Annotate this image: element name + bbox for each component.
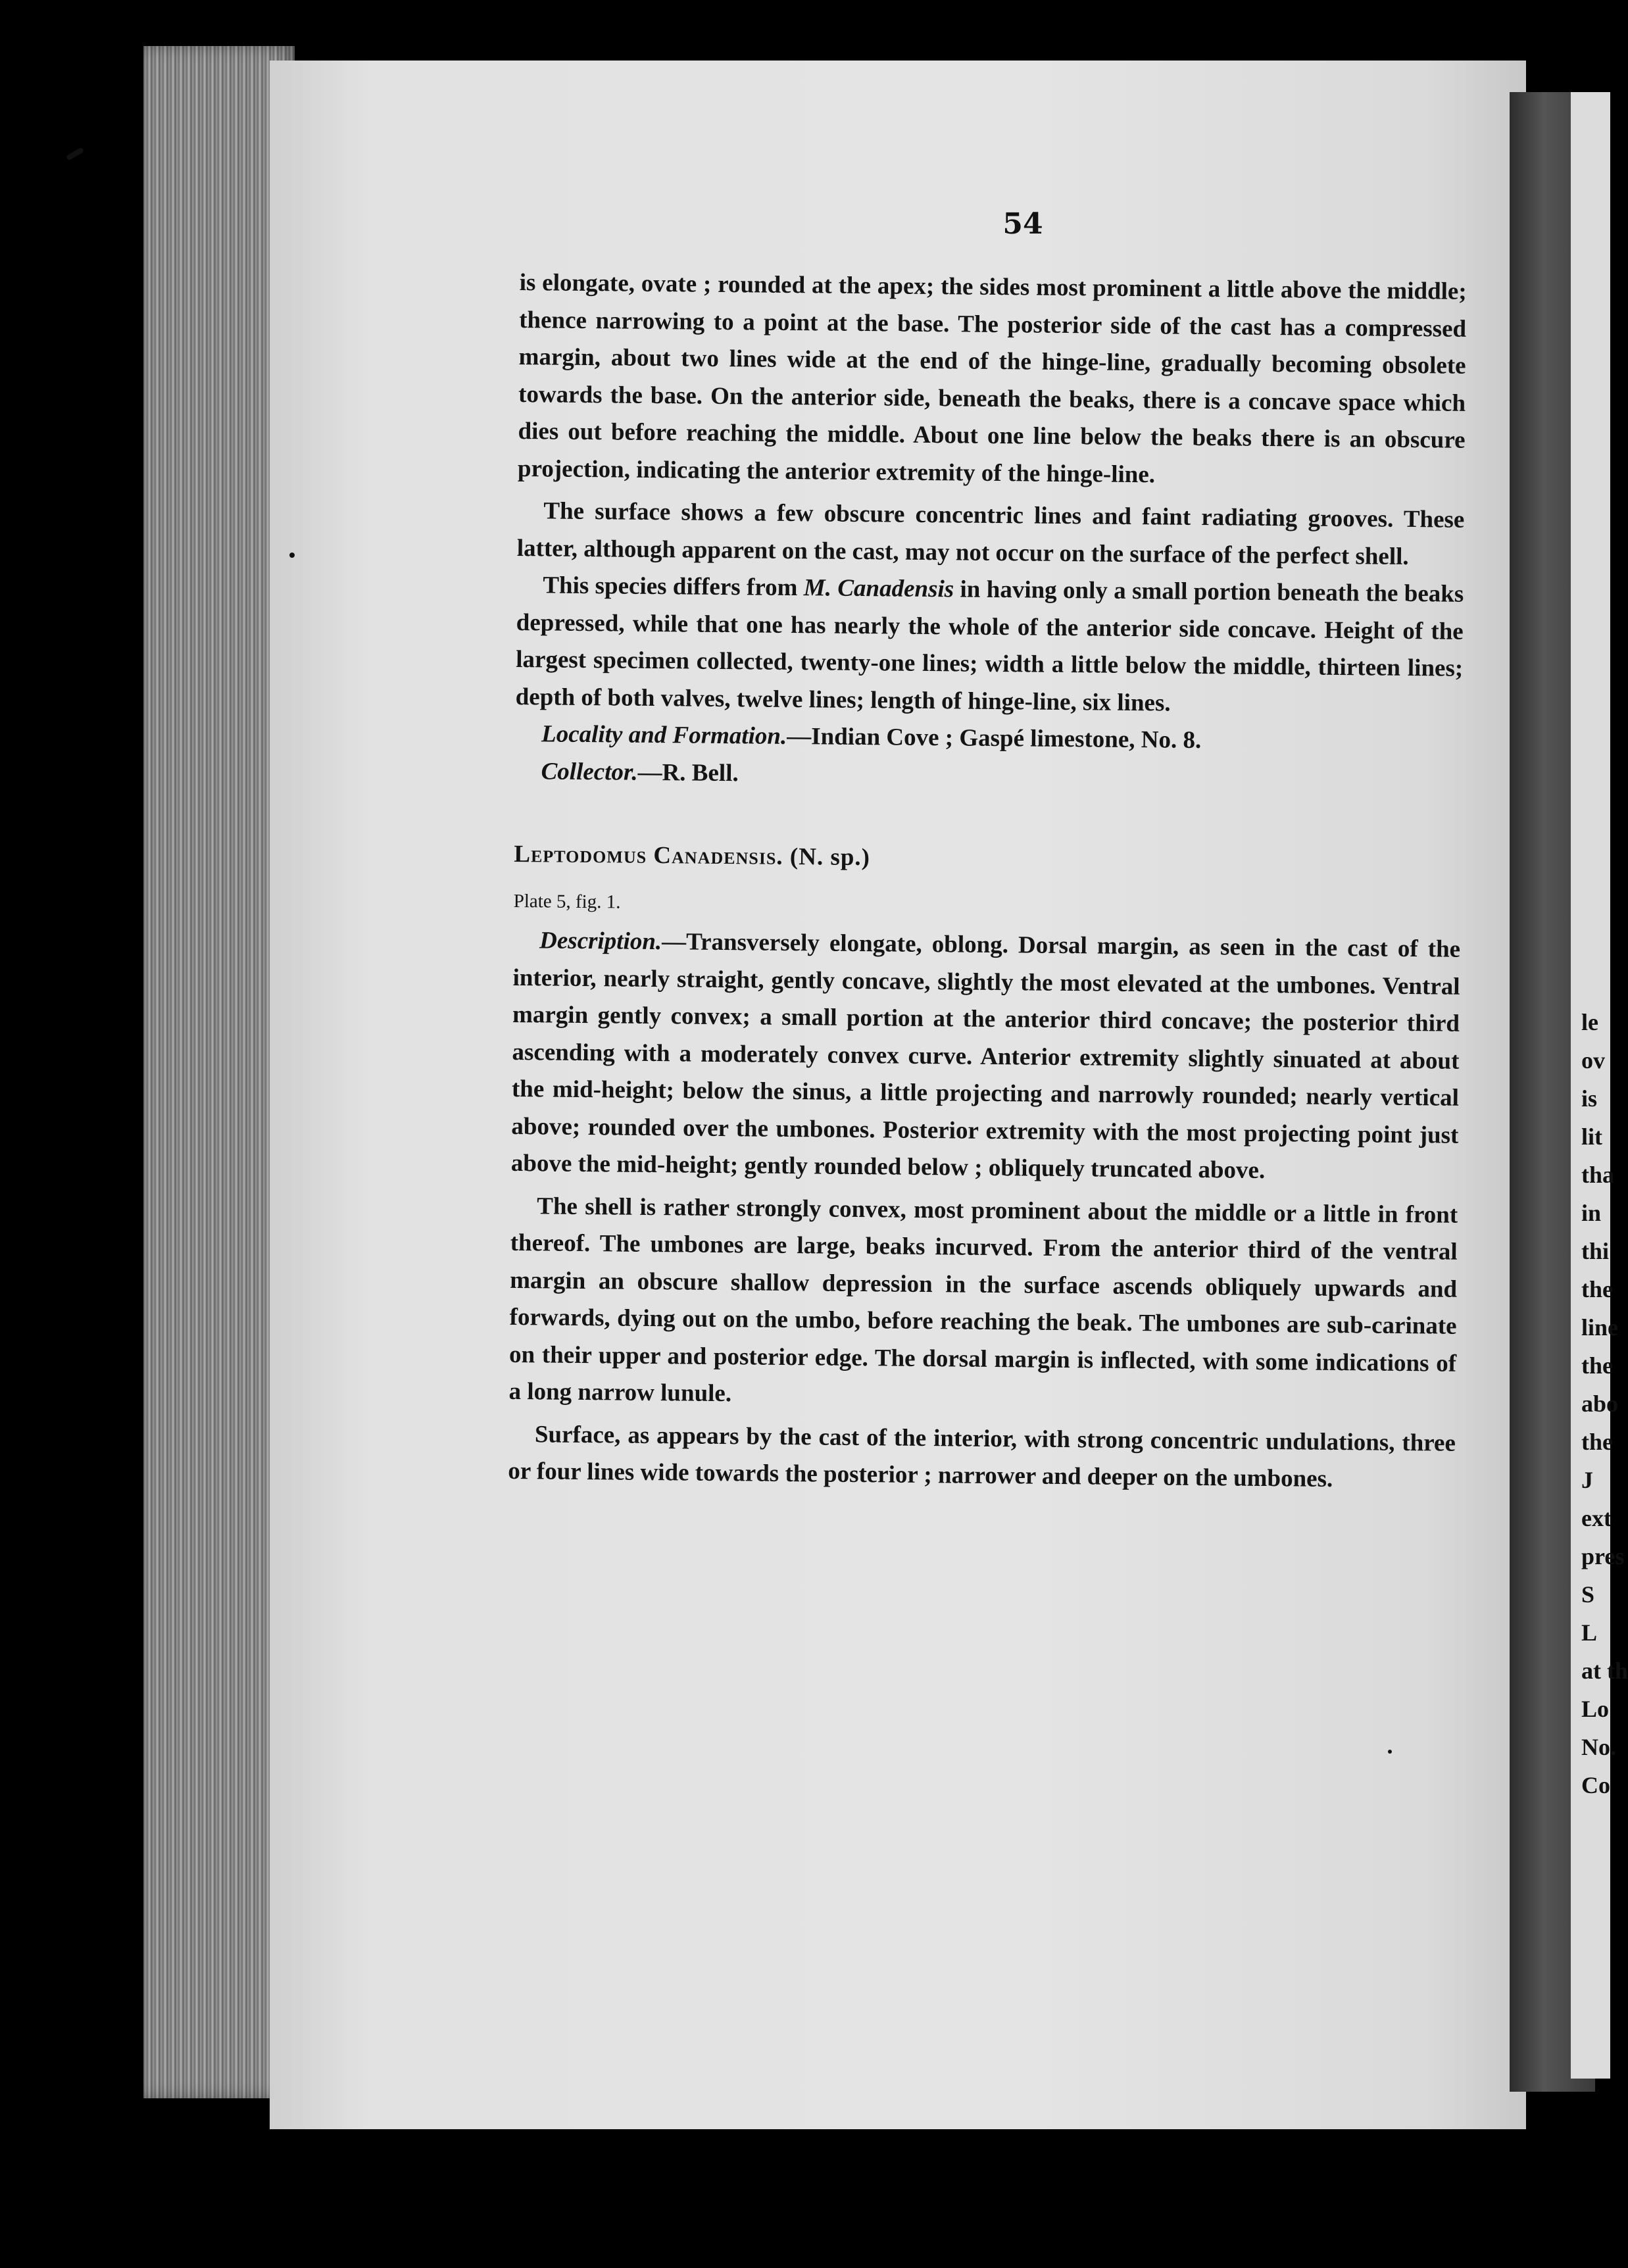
facing-fragment: tha	[1581, 1162, 1615, 1188]
facing-fragment: S	[1581, 1581, 1595, 1608]
page-number: 54	[1002, 207, 1043, 241]
facing-page-text	[1581, 1003, 1628, 1804]
scan-speck	[289, 553, 295, 558]
facing-fragment: ov	[1581, 1047, 1605, 1073]
facing-fragment: L	[1581, 1619, 1598, 1646]
collector-label: Collector.	[541, 757, 638, 786]
collector-line: Collector.—R. Bell.	[541, 757, 739, 787]
facing-fragment: line	[1581, 1314, 1619, 1341]
paragraph-shell: The shell is rather strongly convex, most prominent about the middle or a little in front thereof. The umbones are large, beaks incurved. From the anterior third of the ventral margin an obscure shallow depression in the surface ascends obliquely upwards and forwards, dying out on the umbo, before reaching the beak. The umbones are sub-carinate on their upper and posterior edge. The dorsal margin is inflected, with some indications of a long narrow lunule.	[508, 1192, 1458, 1408]
facing-fragment: the	[1581, 1429, 1613, 1455]
paragraph-comparison: This species differs from M. Canadensis in having only a small portion beneath the beaks depressed, while that one has nearly the whole of the anterior side concave. Height of the largest specimen collected, twenty-one lines; width a little below the middle, thirteen lines; depth of both valves, twelve lines; length of hinge-line, six lines.	[515, 572, 1464, 717]
species-heading: Leptodomus Canadensis. (N. sp.)	[514, 840, 871, 872]
locality-label: Locality and Formation.	[541, 720, 787, 750]
facing-fragment: lit	[1581, 1123, 1602, 1150]
page-body	[508, 264, 1467, 1499]
species-reference: M. Canadensis	[803, 574, 954, 603]
facing-fragment: abo	[1581, 1391, 1619, 1417]
facing-fragment: the	[1581, 1352, 1613, 1379]
paragraph-description: Description.—Transversely elongate, oblong. Dorsal margin, as seen in the cast of the interior, nearly straight, gently concave, slightly the most elevated at the umbones. Ventral margin gently convex; a small portion at the anterior third concave; the posterior third ascending with a moderately convex curve. Anterior extremity slightly sinuated at about the mid-height; below the sinus, a little projecting and narrowly rounded; nearly vertical above; rounded over the umbones. Posterior extremity with the most projecting point just above the mid-height; gently rounded below ; obliquely truncated above.	[510, 927, 1461, 1184]
facing-fragment: J	[1581, 1467, 1593, 1493]
facing-fragment: thi	[1581, 1238, 1610, 1264]
facing-fragment: pres	[1581, 1543, 1625, 1569]
paragraph-continuation: is elongate, ovate ; rounded at the apex; the sides most prominent a little above the middle; thence narrowing to a point at the base. The posterior side of the cast has a compressed margin, about two lines wide at the end of the hinge-line, gradually becoming obsolete towards the base. On the anterior side, beneath the beaks, there is a concave space which dies out before reaching the middle. About one line below the beaks there is an obscure projection, indicating the anterior extremity of the hinge-line.	[517, 268, 1467, 488]
paragraph-surface-cast: Surface, as appears by the cast of the interior, with strong concentric undulations, three or four lines wide towards the posterior ; narrower and deeper on the umbones.	[508, 1420, 1456, 1492]
facing-fragment: Co	[1581, 1772, 1610, 1798]
facing-fragment: ext	[1581, 1505, 1612, 1531]
facing-fragment: Lo	[1581, 1696, 1610, 1722]
plate-reference: Plate 5, fig. 1.	[513, 890, 621, 913]
locality-line: Locality and Formation.—Indian Cove ; Gaspé limestone, No. 8.	[541, 720, 1202, 754]
paragraph-surface: The surface shows a few obscure concentric lines and faint radiating grooves. These latter, although apparent on the cast, may not occur on the surface of the perfect shell.	[516, 497, 1465, 570]
facing-fragment: No.	[1581, 1734, 1616, 1760]
facing-fragment: the	[1581, 1276, 1613, 1302]
facing-fragment: le	[1581, 1009, 1598, 1035]
description-label: Description.	[539, 927, 662, 956]
facing-fragment: in	[1581, 1200, 1602, 1226]
facing-fragment: at th	[1581, 1658, 1628, 1684]
scan-speck	[1388, 1750, 1392, 1754]
facing-fragment: is	[1581, 1085, 1598, 1112]
